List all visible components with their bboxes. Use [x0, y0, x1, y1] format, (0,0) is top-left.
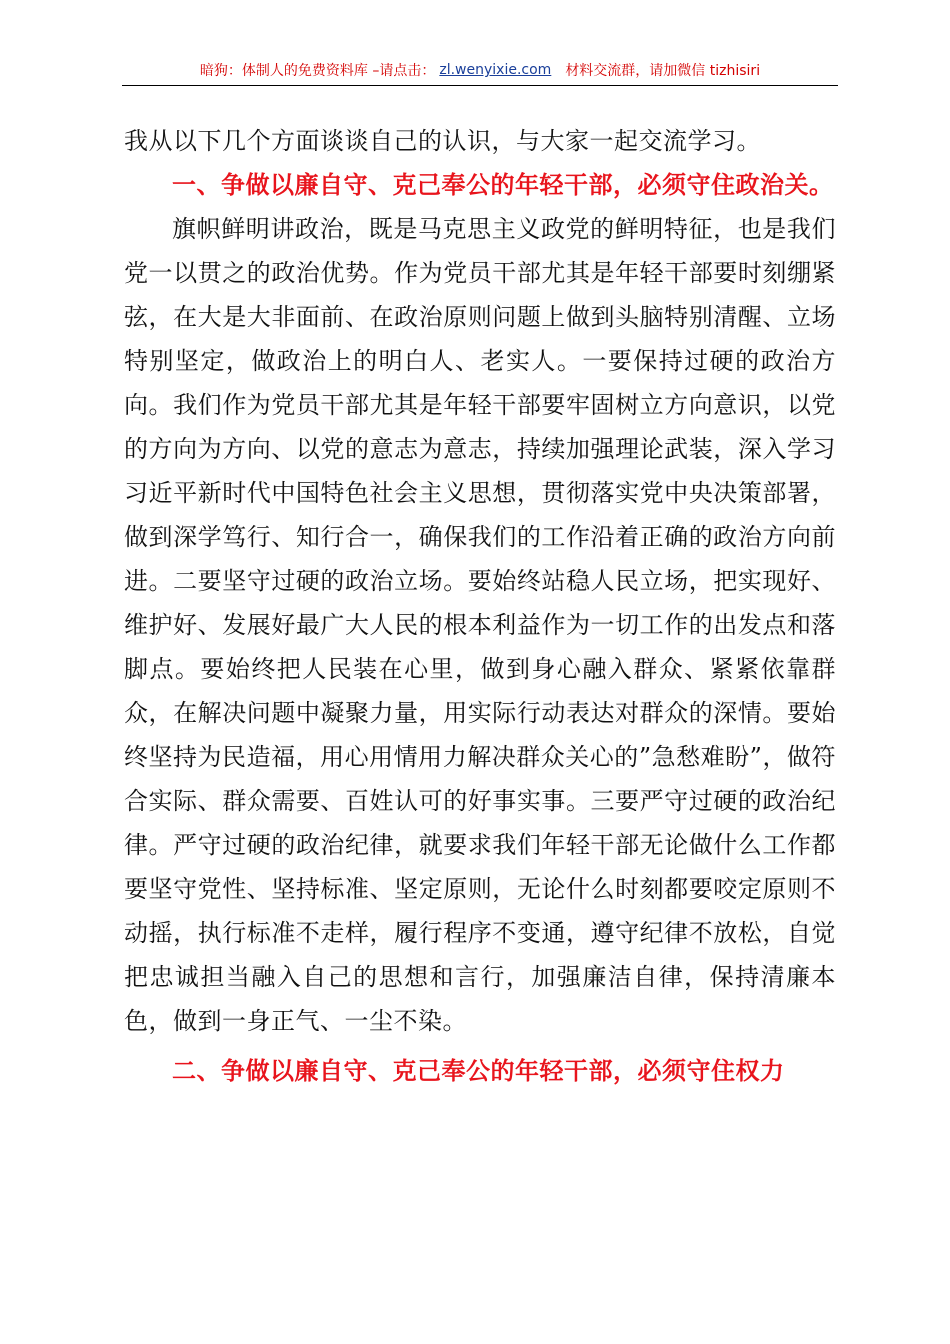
intro-paragraph: 我从以下几个方面谈谈自己的认识，与大家一起交流学习。 — [124, 127, 761, 155]
section-heading-1: 一、争做以廉自守、克己奉公的年轻干部，必须守住政治关。 — [172, 171, 834, 199]
body-paragraph-1: 旗帜鲜明讲政治，既是马克思主义政党的鲜明特征，也是我们党一以贯之的政治优势。作为党员干部尤其是年轻干部要时刻绷紧弦，在大是大非面前、在政治原则问题上做到头脑特别清醒、立场特别坚定，做政治上的明白人、老实人。一要保持过硬的政治方向。我们作为党员干部尤其是年轻干部要牢固树立方向意识，以党的方向为方向、以党的意志为意志，持续加强理论武装，深入学习习近平新时代中国特色社会主义思想，贯彻落实党中央决策部署，做到深学笃行、知行合一，确保我们的工作沿着正确的政治方向前进。二要坚守过硬的政治立场。要始终站稳人民立场，把实现好、维护好、发展好最广大人民的根本利益作为一切工作的出发点和落脚点。要始终把人民装在心里，做到身心融入群众、紧紧依靠群众，在解决问题中凝聚力量，用实际行动表达对群众的深情。要始终坚持为民造福，用心用情用力解决群众关心的”急愁难盼”，做符合实际、群众需要、百姓认可的好事实事。三要严守过硬的政治纪律。严守过硬的政治纪律，就要求我们年轻干部无论做什么工作都要坚守党性、坚持标准、坚定原则，无论什么时刻都要咬定原则不动摇，执行标准不走样，履行程序不变通，遵守纪律不放松，自觉把忠诚担当融入自己的思想和言行，加强廉洁自律，保持清廉本色，做到一身正气、一尘不染。 — [124, 215, 836, 1035]
header-divider — [122, 85, 838, 86]
section-heading-2: 二、争做以廉自守、克己奉公的年轻干部，必须守住权力 — [172, 1057, 785, 1085]
header-link[interactable]: zl.wenyixie.com — [439, 62, 552, 78]
page-header — [122, 58, 838, 82]
document-body — [124, 119, 836, 1093]
header-promo-text: 暗狗：体制人的免费资料库 –请点击： — [199, 63, 436, 79]
header-contact-text: 材料交流群，请加微信 tizhisiri — [565, 63, 761, 79]
